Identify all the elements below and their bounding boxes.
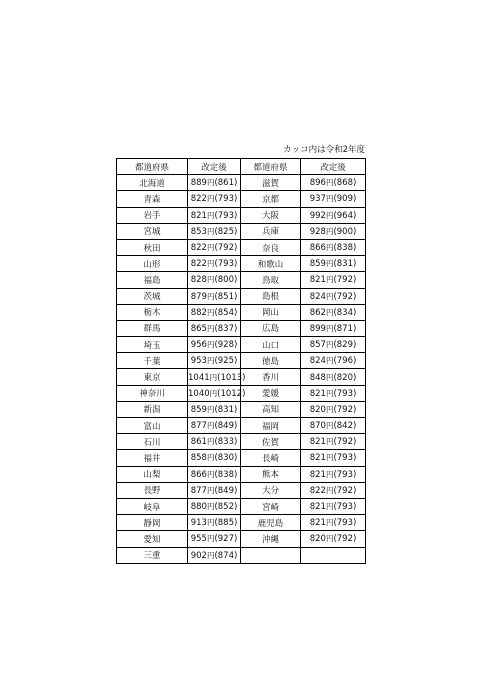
yen-unit: 円: [209, 388, 218, 398]
yen-unit: 円: [206, 307, 215, 317]
wage-cell: [301, 450, 366, 466]
prefecture-cell: 東京: [117, 369, 188, 385]
prefecture-cell: 秋田: [117, 239, 188, 255]
prefecture-cell: [241, 547, 301, 563]
table-row: [117, 304, 366, 320]
table-row: [117, 515, 366, 531]
wage-cell: [301, 288, 366, 304]
yen-unit: 円: [209, 372, 218, 382]
revised-wage: 880: [190, 502, 207, 513]
table-body: [117, 175, 366, 564]
prefecture-cell: 佐賀: [241, 434, 301, 450]
yen-unit: 円: [325, 388, 334, 398]
prefecture-cell: 大阪: [241, 207, 301, 223]
table-row: [117, 337, 366, 353]
yen-unit: 円: [325, 421, 334, 431]
revised-wage: 821: [309, 502, 326, 513]
table-row: [117, 272, 366, 288]
yen-unit: 円: [206, 259, 215, 269]
revised-wage: 865: [190, 323, 207, 334]
table-row: [117, 466, 366, 482]
wage-cell: [301, 223, 366, 239]
revised-wage: 821: [309, 469, 326, 480]
table-row: [117, 385, 366, 401]
wage-cell: [188, 498, 241, 514]
revised-wage: 896: [309, 178, 326, 189]
wage-cell: [188, 223, 241, 239]
table-note: カッコ内は令和2年度: [283, 145, 365, 155]
prefecture-cell: 新潟: [117, 401, 188, 417]
revised-wage: 877: [190, 421, 207, 432]
revised-wage: 822: [309, 485, 326, 496]
previous-wage: (792): [333, 404, 357, 415]
yen-unit: 円: [206, 243, 215, 253]
yen-unit: 円: [206, 194, 215, 204]
wage-cell: [188, 256, 241, 272]
wage-cell: [188, 515, 241, 531]
revised-wage: 937: [309, 194, 326, 205]
yen-unit: 円: [206, 421, 215, 431]
prefecture-cell: 山梨: [117, 466, 188, 482]
wage-cell: [188, 304, 241, 320]
wage-cell: [301, 498, 366, 514]
previous-wage: (831): [333, 259, 357, 270]
prefecture-cell: 山形: [117, 256, 188, 272]
prefecture-cell: 香川: [241, 369, 301, 385]
wage-cell: [301, 418, 366, 434]
wage-cell: [188, 191, 241, 207]
wage-cell: [301, 515, 366, 531]
revised-wage: 859: [309, 259, 326, 270]
previous-wage: (868): [333, 178, 357, 189]
yen-unit: 円: [206, 437, 215, 447]
wage-cell: [188, 175, 241, 191]
prefecture-cell: 京都: [241, 191, 301, 207]
yen-unit: 円: [325, 194, 334, 204]
yen-unit: 円: [325, 453, 334, 463]
revised-wage: 822: [190, 243, 207, 254]
table-row: [117, 369, 366, 385]
yen-unit: 円: [325, 356, 334, 366]
table-row: [117, 482, 366, 498]
previous-wage: (792): [333, 275, 357, 286]
prefecture-cell: 群馬: [117, 320, 188, 336]
wage-cell: [188, 239, 241, 255]
prefecture-cell: 千葉: [117, 353, 188, 369]
previous-wage: (796): [333, 356, 357, 367]
wage-cell: [188, 207, 241, 223]
prefecture-cell: 鹿児島: [241, 515, 301, 531]
wage-cell: [188, 385, 246, 401]
header-revised-right: 改定後: [301, 159, 366, 175]
wage-cell: [301, 531, 366, 547]
revised-wage: 820: [309, 534, 326, 545]
previous-wage: (825): [214, 226, 238, 237]
wage-cell: [188, 320, 241, 336]
yen-unit: 円: [325, 178, 334, 188]
previous-wage: (792): [333, 291, 357, 302]
yen-unit: 円: [206, 178, 215, 188]
wage-cell: [188, 434, 241, 450]
prefecture-cell: 和歌山: [241, 256, 301, 272]
previous-wage: (834): [333, 307, 357, 318]
yen-unit: 円: [206, 550, 215, 560]
revised-wage: 889: [190, 178, 207, 189]
revised-wage: 928: [309, 226, 326, 237]
prefecture-cell: 大分: [241, 482, 301, 498]
revised-wage: 861: [190, 437, 207, 448]
yen-unit: 円: [325, 404, 334, 414]
prefecture-cell: 青森: [117, 191, 188, 207]
previous-wage: (793): [333, 469, 357, 480]
previous-wage: (830): [214, 453, 238, 464]
previous-wage: (837): [214, 323, 238, 334]
revised-wage: 866: [190, 469, 207, 480]
prefecture-cell: 奈良: [241, 239, 301, 255]
wage-cell: [188, 288, 241, 304]
prefecture-cell: 高知: [241, 401, 301, 417]
previous-wage: (925): [214, 356, 238, 367]
table-row: [117, 353, 366, 369]
yen-unit: 円: [206, 210, 215, 220]
prefecture-cell: 岐阜: [117, 498, 188, 514]
revised-wage: 899: [309, 323, 326, 334]
wage-cell: [188, 547, 241, 563]
wage-cell: [188, 531, 241, 547]
previous-wage: (820): [333, 372, 357, 383]
revised-wage: 953: [190, 356, 207, 367]
previous-wage: (800): [214, 275, 238, 286]
prefecture-cell: 北海道: [117, 175, 188, 191]
prefecture-cell: 長崎: [241, 450, 301, 466]
table-row: [117, 547, 366, 563]
table-row: [117, 191, 366, 207]
wage-cell: [301, 337, 366, 353]
wage-cell: [301, 175, 366, 191]
yen-unit: 円: [325, 534, 334, 544]
previous-wage: (793): [333, 502, 357, 513]
yen-unit: 円: [206, 469, 215, 479]
revised-wage: 853: [190, 226, 207, 237]
yen-unit: 円: [206, 518, 215, 528]
table-row: [117, 434, 366, 450]
prefecture-cell: 静岡: [117, 515, 188, 531]
previous-wage: (838): [214, 469, 238, 480]
revised-wage: 821: [309, 453, 326, 464]
yen-unit: 円: [325, 291, 334, 301]
prefecture-cell: 広島: [241, 320, 301, 336]
previous-wage: (852): [214, 502, 238, 513]
table-row: [117, 288, 366, 304]
revised-wage: 824: [309, 356, 326, 367]
yen-unit: 円: [325, 323, 334, 333]
yen-unit: 円: [206, 404, 215, 414]
revised-wage: 824: [309, 291, 326, 302]
previous-wage: (793): [333, 453, 357, 464]
revised-wage: 862: [309, 307, 326, 318]
yen-unit: 円: [325, 469, 334, 479]
previous-wage: (792): [333, 485, 357, 496]
previous-wage: (793): [214, 210, 238, 221]
table-row: [117, 223, 366, 239]
yen-unit: 円: [325, 259, 334, 269]
prefecture-cell: 石川: [117, 434, 188, 450]
prefecture-cell: 滋賀: [241, 175, 301, 191]
revised-wage: 822: [190, 259, 207, 270]
revised-wage: 877: [190, 485, 207, 496]
header-revised-left: 改定後: [188, 159, 241, 175]
wage-cell: [301, 466, 366, 482]
yen-unit: 円: [325, 275, 334, 285]
prefecture-cell: 茨城: [117, 288, 188, 304]
prefecture-cell: 埼玉: [117, 337, 188, 353]
yen-unit: 円: [206, 226, 215, 236]
table-row: [117, 450, 366, 466]
wage-cell: [188, 369, 246, 385]
revised-wage: 822: [190, 194, 207, 205]
prefecture-cell: 山口: [241, 337, 301, 353]
yen-unit: 円: [325, 437, 334, 447]
prefecture-cell: 福島: [117, 272, 188, 288]
wage-cell: [301, 207, 366, 223]
wage-cell: [301, 385, 366, 401]
prefecture-cell: 熊本: [241, 466, 301, 482]
revised-wage: 828: [190, 275, 207, 286]
prefecture-cell: 福岡: [241, 418, 301, 434]
previous-wage: (793): [333, 518, 357, 529]
wage-cell: [301, 482, 366, 498]
previous-wage: (885): [214, 518, 238, 529]
previous-wage: (874): [214, 550, 238, 561]
wage-cell: [301, 191, 366, 207]
prefecture-cell: 岡山: [241, 304, 301, 320]
revised-wage: 848: [309, 372, 326, 383]
prefecture-cell: 愛媛: [241, 385, 301, 401]
revised-wage: 870: [309, 421, 326, 432]
wage-cell: [301, 256, 366, 272]
wage-cell: [188, 272, 241, 288]
revised-wage: 866: [309, 243, 326, 254]
revised-wage: 857: [309, 340, 326, 351]
previous-wage: (964): [333, 210, 357, 221]
table-row: [117, 207, 366, 223]
revised-wage: 821: [309, 275, 326, 286]
yen-unit: 円: [206, 534, 215, 544]
wage-cell: [301, 304, 366, 320]
table-row: [117, 418, 366, 434]
yen-unit: 円: [325, 502, 334, 512]
prefecture-cell: 神奈川: [117, 385, 188, 401]
prefecture-cell: 福井: [117, 450, 188, 466]
revised-wage: 913: [190, 518, 207, 529]
revised-wage: 1040: [188, 388, 210, 399]
table-row: [117, 401, 366, 417]
yen-unit: 円: [206, 356, 215, 366]
prefecture-cell: 栃木: [117, 304, 188, 320]
wage-cell: [301, 369, 366, 385]
previous-wage: (842): [333, 421, 357, 432]
prefecture-cell: 宮城: [117, 223, 188, 239]
table-row: [117, 531, 366, 547]
prefecture-cell: 兵庫: [241, 223, 301, 239]
table-row: [117, 256, 366, 272]
previous-wage: (793): [214, 194, 238, 205]
revised-wage: 859: [190, 404, 207, 415]
prefecture-cell: 富山: [117, 418, 188, 434]
prefecture-cell: 宮崎: [241, 498, 301, 514]
revised-wage: 956: [190, 340, 207, 351]
previous-wage: (793): [214, 259, 238, 270]
previous-wage: (792): [333, 437, 357, 448]
yen-unit: 円: [325, 210, 334, 220]
yen-unit: 円: [325, 307, 334, 317]
previous-wage: (833): [214, 437, 238, 448]
revised-wage: 879: [190, 291, 207, 302]
yen-unit: 円: [206, 323, 215, 333]
table-row: [117, 320, 366, 336]
revised-wage: 858: [190, 453, 207, 464]
previous-wage: (849): [214, 421, 238, 432]
previous-wage: (1013): [217, 372, 246, 383]
prefecture-cell: 徳島: [241, 353, 301, 369]
yen-unit: 円: [206, 291, 215, 301]
previous-wage: (831): [214, 404, 238, 415]
wage-cell: [301, 239, 366, 255]
prefecture-cell: 岩手: [117, 207, 188, 223]
prefecture-cell: 島根: [241, 288, 301, 304]
previous-wage: (1012): [217, 388, 246, 399]
wage-cell: [301, 320, 366, 336]
previous-wage: (927): [214, 534, 238, 545]
previous-wage: (851): [214, 291, 238, 302]
yen-unit: 円: [325, 372, 334, 382]
previous-wage: (792): [214, 243, 238, 254]
header-prefecture-left: 都道府県: [117, 159, 188, 175]
revised-wage: 821: [309, 437, 326, 448]
prefecture-cell: 沖縄: [241, 531, 301, 547]
wage-cell: [188, 401, 241, 417]
revised-wage: 821: [190, 210, 207, 221]
revised-wage: 821: [309, 388, 326, 399]
revised-wage: 992: [309, 210, 326, 221]
yen-unit: 円: [325, 340, 334, 350]
wage-cell: [301, 272, 366, 288]
table-row: [117, 498, 366, 514]
yen-unit: 円: [325, 518, 334, 528]
table-row: [117, 175, 366, 191]
previous-wage: (838): [333, 243, 357, 254]
wage-cell: [188, 418, 241, 434]
table-row: [117, 239, 366, 255]
prefecture-cell: 長野: [117, 482, 188, 498]
wage-cell: [301, 401, 366, 417]
previous-wage: (792): [333, 534, 357, 545]
wage-cell: [188, 482, 241, 498]
header-prefecture-right: 都道府県: [241, 159, 301, 175]
yen-unit: 円: [325, 485, 334, 495]
yen-unit: 円: [206, 275, 215, 285]
wage-cell: [188, 466, 241, 482]
previous-wage: (854): [214, 307, 238, 318]
wage-cell: [188, 450, 241, 466]
wage-cell: [188, 337, 241, 353]
wage-cell: [301, 353, 366, 369]
prefecture-cell: 鳥取: [241, 272, 301, 288]
previous-wage: (928): [214, 340, 238, 351]
prefecture-cell: 三重: [117, 547, 188, 563]
prefecture-cell: 愛知: [117, 531, 188, 547]
previous-wage: (909): [333, 194, 357, 205]
previous-wage: (900): [333, 226, 357, 237]
minimum-wage-table: [116, 158, 366, 564]
wage-cell: [188, 353, 241, 369]
previous-wage: (829): [333, 340, 357, 351]
wage-cell: [301, 434, 366, 450]
previous-wage: (871): [333, 323, 357, 334]
revised-wage: 882: [190, 307, 207, 318]
yen-unit: 円: [206, 485, 215, 495]
revised-wage: 902: [190, 550, 207, 561]
yen-unit: 円: [206, 453, 215, 463]
yen-unit: 円: [325, 243, 334, 253]
yen-unit: 円: [206, 502, 215, 512]
table-header-row: [117, 159, 366, 175]
revised-wage: 820: [309, 404, 326, 415]
previous-wage: (793): [333, 388, 357, 399]
revised-wage: 821: [309, 518, 326, 529]
previous-wage: (861): [214, 178, 238, 189]
yen-unit: 円: [206, 340, 215, 350]
wage-cell: [301, 547, 366, 563]
previous-wage: (849): [214, 485, 238, 496]
revised-wage: 955: [190, 534, 207, 545]
revised-wage: 1041: [188, 372, 210, 383]
yen-unit: 円: [325, 226, 334, 236]
